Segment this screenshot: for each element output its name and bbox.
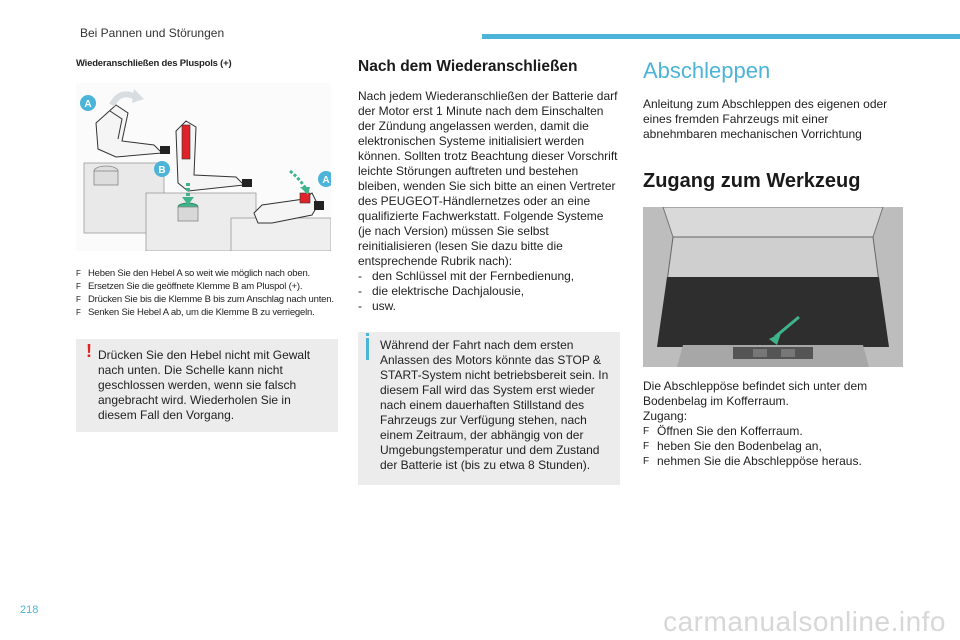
label-b: B [158, 165, 166, 176]
list-item [358, 284, 620, 299]
reconnect-paragraph: Nach jedem Wiederanschließen der Batterie darf der Motor erst 1 Minute nach dem Einschalten der Zündung angelassen werden, damit die elektronischen Systeme initialisiert werden können. Sollten trotz Beachtung dieser Vorschrift leichte Störungen auftreten und bestehen bleiben, wenden Sie sich bitte an einen Vertreter des PEUGEOT-Händlernetzes oder an eine qualifizierte Fachwerkstatt. Folgende Systeme (je nach Version) müssen Sie selbst reinitialisieren (lesen Sie dazu bitte die entsprechende Rubrik nach): [358, 89, 618, 268]
section-heading-tool-access: Zugang zum Werkzeug [643, 170, 861, 192]
list-item [76, 280, 338, 293]
info-text: Während der Fahrt nach dem ersten Anlassen des Motors könnte das STOP & START-System nicht betriebsbereit sein. In diesem Fall wird das System erst wieder nach einem dauerhaften Stillstand des Fahrzeugs zur Verfügung stehen, nach einem Zeitraum, der abhängig von der Umgebungstemperatur und dem Zustand der Batterie ist (bis zu etwa 8 Stunden). [380, 338, 609, 472]
list-item [358, 299, 620, 314]
step-text: Senken Sie Hebel A ab, um die Klemme B zu verriegeln. [88, 307, 315, 318]
list-text: die elektrische Dachjalousie, [372, 284, 525, 298]
column-towing [643, 56, 905, 469]
dash-marker: - [358, 299, 362, 313]
trunk-photo [643, 207, 903, 367]
bullet-marker: F [643, 456, 650, 467]
page-number: 218 [20, 604, 39, 616]
list-item [643, 439, 905, 454]
step-text: Drücken Sie bis die Klemme B bis zum Anschlag nach unten. [88, 294, 334, 305]
bullet-marker: F [643, 426, 650, 437]
column-after-reconnect [358, 56, 620, 485]
warning-box [76, 339, 338, 432]
step-text: nehmen Sie die Abschleppöse heraus. [657, 454, 862, 468]
clamp-drawing [76, 83, 331, 251]
bullet-marker: F [643, 441, 650, 452]
step-text: heben Sie den Bodenbelag an, [657, 439, 822, 453]
info-icon [366, 338, 369, 360]
photo-caption: Die Abschleppöse befindet sich unter dem Bodenbelag im Kofferraum. [643, 379, 868, 408]
access-steps-list [643, 424, 905, 469]
list-item [643, 454, 905, 469]
dash-marker: - [358, 284, 362, 298]
warning-text: Drücken Sie den Hebel nicht mit Gewalt nach unten. Die Schelle kann nicht geschlossen werden, wenn sie falsch angebracht wird. Wiederholen Sie in diesem Fall den Vorgang. [98, 348, 311, 422]
watermark: carmanualsonline.info [663, 606, 946, 637]
warning-icon: ! [86, 341, 92, 361]
label-a-right: A [322, 175, 330, 186]
step-text: Öffnen Sie den Kofferraum. [657, 424, 803, 438]
list-item [76, 267, 338, 280]
step-text: Ersetzen Sie die geöffnete Klemme B am Pluspol (+). [88, 281, 303, 292]
list-item [76, 306, 338, 319]
section-title-towing: Abschleppen [643, 58, 771, 83]
section-heading-pluspol: Wiederanschließen des Pluspols (+) [76, 58, 232, 69]
dash-marker: - [358, 269, 362, 283]
bullet-marker: F [76, 282, 81, 291]
access-label: Zugang: [643, 409, 688, 423]
list-item [643, 424, 905, 439]
bullet-marker: F [76, 308, 81, 317]
battery-clamp-illustration [76, 83, 331, 251]
bullet-marker: F [76, 295, 81, 304]
step-text: Heben Sie den Hebel A so weit wie möglich nach oben. [88, 268, 310, 279]
reinit-list [358, 269, 620, 314]
bullet-marker: F [76, 269, 81, 278]
list-text: den Schlüssel mit der Fernbedienung, [372, 269, 575, 283]
towing-intro: Anleitung zum Abschleppen des eigenen oder eines fremden Fahrzeugs mit einer abnehmbaren mechanischen Vorrichtung [643, 97, 888, 141]
info-box [358, 332, 620, 485]
section-heading-after-reconnect: Nach dem Wiederanschließen [358, 58, 578, 75]
list-item [76, 293, 338, 306]
section-header-title: Bei Pannen und Störungen [80, 26, 225, 40]
list-item [358, 269, 620, 284]
trunk-drawing [643, 207, 903, 367]
column-battery-reconnect [76, 56, 338, 432]
label-a-top: A [84, 99, 92, 110]
clamp-steps-list [76, 267, 338, 319]
list-text: usw. [372, 299, 397, 313]
header-accent-bar [482, 34, 960, 39]
